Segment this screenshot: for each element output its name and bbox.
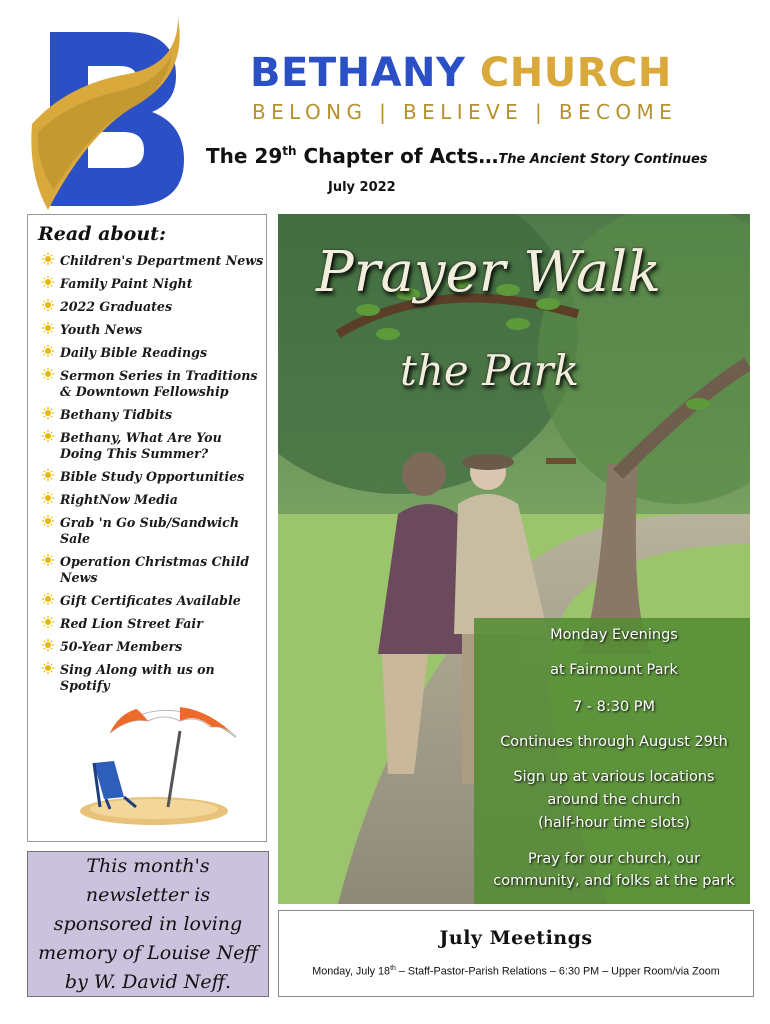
- read-about-title: Read about:: [38, 223, 166, 245]
- bethany-b-logo: [28, 14, 188, 210]
- meetings-title: July Meetings: [439, 927, 593, 949]
- poster-line: Continues through August 29th: [500, 734, 728, 750]
- list-item[interactable]: [42, 593, 264, 609]
- list-item[interactable]: [42, 368, 264, 400]
- poster-line: 7 - 8:30 PM: [572, 699, 656, 715]
- sun-icon: [42, 407, 54, 419]
- poster-line: (half-hour time slots): [538, 815, 690, 831]
- newsletter-headline: [206, 144, 708, 168]
- meeting-date: Monday, July 18: [312, 965, 391, 978]
- list-item-label: RightNow Media: [60, 492, 178, 507]
- poster-line: Sign up at various locations: [513, 769, 715, 785]
- list-item[interactable]: [42, 407, 264, 423]
- headline-subtitle: The Ancient Story Continues: [498, 152, 708, 167]
- list-item-label: Sing Along with us on Spotify: [60, 662, 215, 693]
- sun-icon: [42, 345, 54, 357]
- headline-post: Chapter of Acts…: [296, 144, 499, 168]
- list-item-label: Gift Certificates Available: [60, 593, 241, 608]
- list-item[interactable]: [42, 276, 264, 292]
- sun-icon: [42, 322, 54, 334]
- list-item-label: Daily Bible Readings: [60, 345, 208, 360]
- list-item-label: Operation Christmas Child News: [60, 554, 250, 585]
- list-item[interactable]: [42, 554, 264, 586]
- list-item[interactable]: [42, 253, 264, 269]
- list-item-label: Red Lion Street Fair: [60, 616, 203, 631]
- poster-line: Pray for our church, our: [527, 851, 701, 867]
- july-meetings-box: [278, 910, 754, 997]
- sun-icon: [42, 276, 54, 288]
- list-item[interactable]: [42, 515, 264, 547]
- list-item-label: 2022 Graduates: [60, 299, 173, 314]
- sun-icon: [42, 299, 54, 311]
- list-item[interactable]: [42, 662, 264, 694]
- poster-subtitle: the Park: [400, 346, 580, 395]
- sun-icon: [42, 662, 54, 674]
- headline-pre: The 29: [206, 144, 283, 168]
- list-item[interactable]: [42, 322, 264, 338]
- sun-icon: [42, 616, 54, 628]
- sponsor-note: [27, 851, 269, 997]
- sun-icon: [42, 430, 54, 442]
- tagline: BELONG | BELIEVE | BECOME: [252, 100, 678, 124]
- sun-icon: [42, 492, 54, 504]
- sun-icon: [42, 639, 54, 651]
- list-item-label: Sermon Series in Traditions & Downtown Fellowship: [60, 368, 258, 399]
- brand-title-gold: CHURCH: [479, 50, 672, 96]
- list-item-label: Family Paint Night: [60, 276, 193, 291]
- meeting-details: – Staff-Pastor-Parish Relations – 6:30 PM – Upper Room/via Zoom: [395, 965, 720, 978]
- prayer-walk-poster: [278, 214, 750, 904]
- poster-line: Monday Evenings: [550, 627, 678, 643]
- sponsor-text: This month's newsletter is sponsored in loving memory of Louise Neff by W. David Neff.: [38, 854, 258, 993]
- list-item-label: Bible Study Opportunities: [60, 469, 245, 484]
- brand-title-blue: BETHANY: [250, 50, 466, 96]
- poster-line: at Fairmount Park: [550, 662, 678, 678]
- sun-icon: [42, 515, 54, 527]
- list-item[interactable]: [42, 345, 264, 361]
- list-item[interactable]: [42, 299, 264, 315]
- headline-sup: th: [282, 144, 297, 158]
- list-item[interactable]: [42, 639, 264, 655]
- poster-line: around the church: [547, 792, 681, 808]
- read-about-list: [42, 253, 264, 701]
- list-item-label: 50-Year Members: [60, 639, 183, 654]
- sun-icon: [42, 593, 54, 605]
- list-item-label: Grab 'n Go Sub/Sandwich Sale: [60, 515, 239, 546]
- list-item-label: Youth News: [60, 322, 143, 337]
- read-about-panel: [27, 214, 267, 842]
- brand-title: [250, 50, 672, 96]
- poster-line: community, and folks at the park: [493, 873, 735, 889]
- poster-title: Prayer Walk: [316, 240, 662, 305]
- list-item-label: Bethany, What Are You Doing This Summer?: [60, 430, 222, 461]
- meeting-entry: [279, 965, 753, 978]
- list-item[interactable]: [42, 430, 264, 462]
- list-item[interactable]: [42, 469, 264, 485]
- beach-umbrella-icon: [76, 703, 236, 828]
- sun-icon: [42, 368, 54, 380]
- sun-icon: [42, 469, 54, 481]
- meeting-date-sup: th: [390, 965, 396, 972]
- issue-date: July 2022: [328, 180, 396, 195]
- list-item[interactable]: [42, 492, 264, 508]
- list-item-label: Bethany Tidbits: [60, 407, 173, 422]
- sun-icon: [42, 554, 54, 566]
- list-item[interactable]: [42, 616, 264, 632]
- sun-icon: [42, 253, 54, 265]
- list-item-label: Children's Department News: [60, 253, 264, 268]
